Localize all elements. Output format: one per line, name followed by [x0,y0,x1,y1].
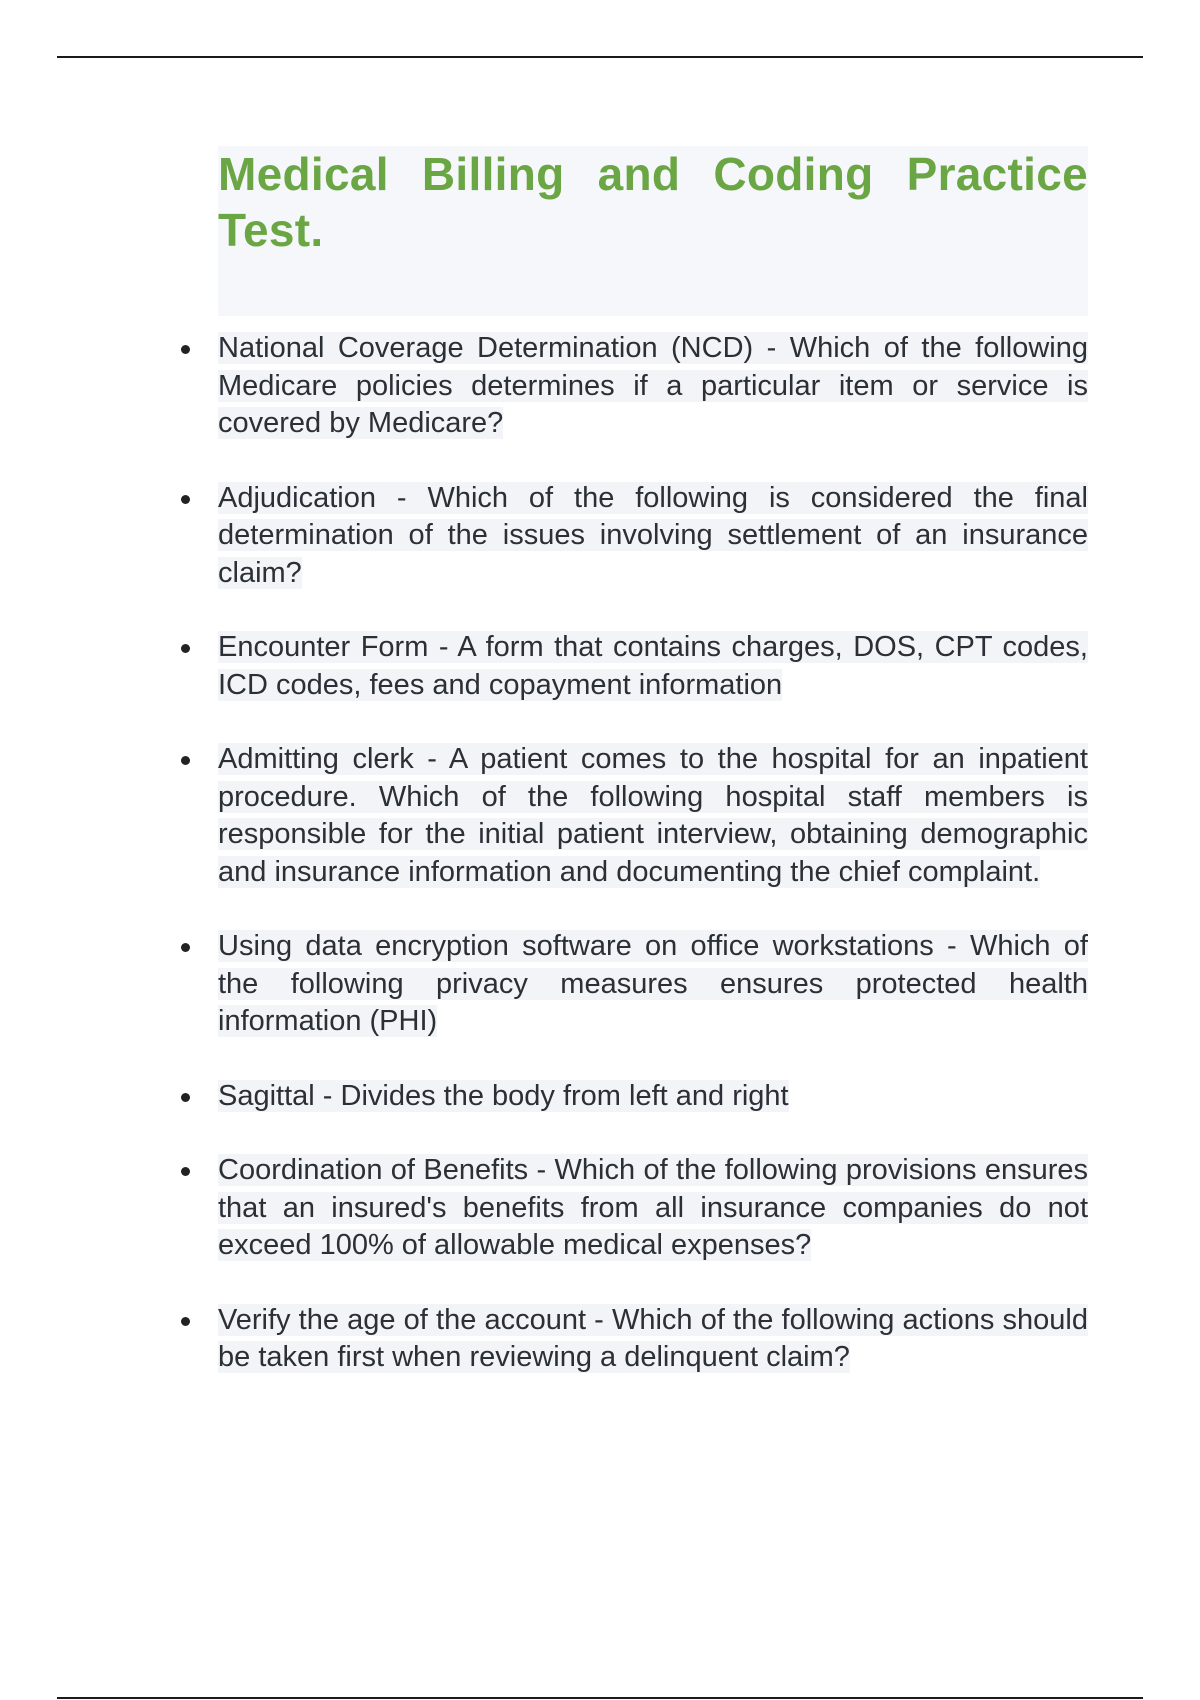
list-item-text: Adjudication - Which of the following is considered the final determination of the issues involving settlement of an insurance claim? [218,481,1088,589]
bottom-divider [57,1697,1143,1699]
list-item [218,480,1088,593]
bullet-icon [181,345,190,354]
list-item-text: Coordination of Benefits - Which of the following provisions ensures that an insured's benefits from all insurance companies do not exceed 100% of allowable medical expenses? [218,1154,1088,1261]
bullet-icon [181,756,190,765]
list-item-text: Verify the age of the account - Which of the following actions should be taken first when reviewing a delinquent claim? [218,1303,1088,1373]
list-item-text: Using data encryption software on office workstations - Which of the following privacy measures ensures protected health information (PHI) [218,930,1088,1037]
bullet-icon [181,1317,190,1326]
list-item-text: Sagittal - Divides the body from left and right [218,1079,789,1112]
list-item [218,1302,1088,1377]
bullet-icon [181,943,190,952]
bullet-icon [181,644,190,653]
title-block [218,146,1088,316]
bullet-icon [181,1167,190,1176]
list-item [218,330,1088,443]
list-item [218,1078,1088,1116]
list-item-text: Encounter Form - A form that contains charges, DOS, CPT codes, ICD codes, fees and copayment information [218,631,1088,701]
list-item [218,741,1088,891]
list-item-text: Admitting clerk - A patient comes to the hospital for an inpatient procedure. Which of the following hospital staff members is responsible for the initial patient interview, obtaining demographic and insurance information and documenting the chief complaint. [218,743,1088,888]
document-title: Medical Billing and Coding Practice Test. [218,148,1088,256]
qa-list [218,330,1088,1377]
document-body [218,146,1088,1414]
list-item [218,928,1088,1041]
list-item-text: National Coverage Determination (NCD) - Which of the following Medicare policies determines if a particular item or service is covered by Medicare? [218,332,1088,439]
top-divider [57,56,1143,58]
bullet-icon [181,495,190,504]
list-item [218,629,1088,704]
list-item [218,1152,1088,1265]
bullet-icon [181,1093,190,1102]
